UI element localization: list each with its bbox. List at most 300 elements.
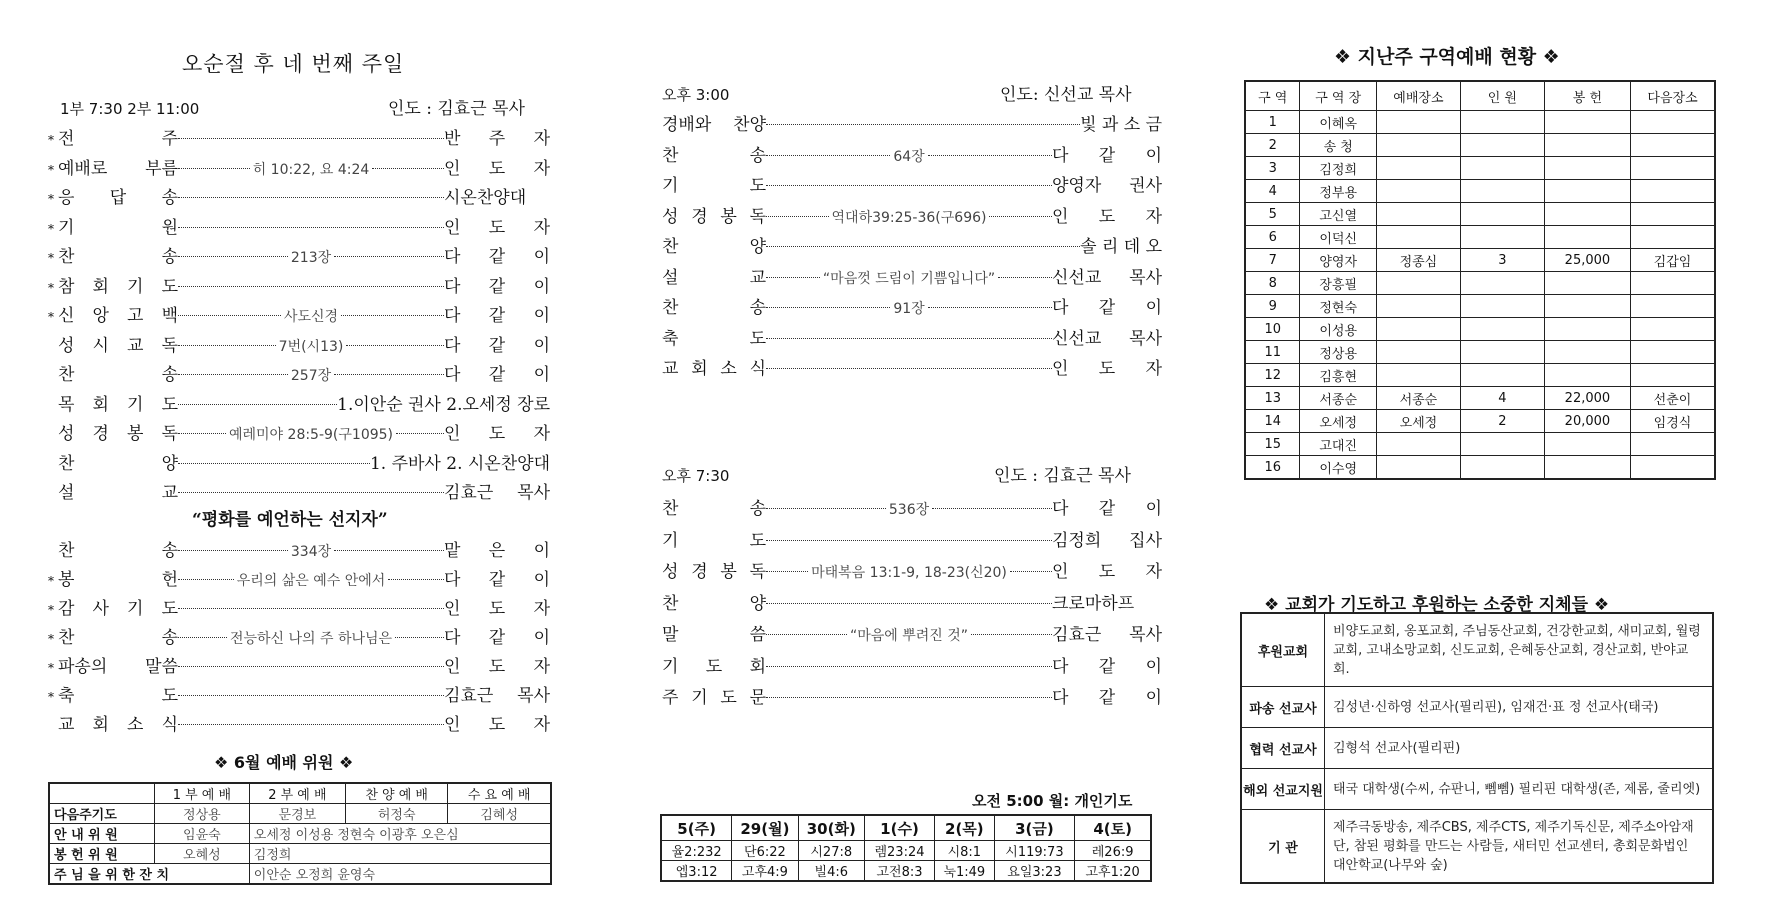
leader-dots <box>766 343 1052 344</box>
order-item-person: 시온찬양대 <box>444 188 527 208</box>
dot-leader <box>928 155 1052 156</box>
order-item <box>48 449 550 475</box>
order-item-name: 파송의 말씀 <box>58 657 178 677</box>
dot-leader <box>372 168 444 169</box>
district-cell: 1 <box>1245 111 1300 134</box>
district-row <box>1245 272 1715 295</box>
district-cell <box>1460 364 1544 387</box>
order-item-person: 다 같 이 <box>1052 298 1162 318</box>
order-item-person: 김정희 집사 <box>1052 530 1162 551</box>
leader-dots <box>178 541 444 561</box>
order-item <box>48 710 550 736</box>
order-item-person: 인 도 자 <box>444 657 550 677</box>
order-item <box>48 213 550 239</box>
district-cell: 14 <box>1245 410 1300 433</box>
order-item <box>48 272 550 298</box>
leader-dots <box>766 702 1052 703</box>
district-cell <box>1376 180 1460 203</box>
order-item-name: 찬 양 <box>662 593 766 614</box>
district-cell: 16 <box>1245 456 1300 480</box>
district-cell: 4 <box>1460 387 1544 410</box>
district-cell <box>1631 203 1715 226</box>
reading-verse: 레26:9 <box>1075 841 1151 861</box>
dot-leader <box>766 540 1052 541</box>
district-cell: 오세정 <box>1300 410 1376 433</box>
order-item-person: 인 도 자 <box>444 599 550 619</box>
order-item-name: 찬 송 <box>662 499 766 519</box>
service-times: 1부 7:30 2부 11:00 <box>60 100 200 118</box>
district-cell: 25,000 <box>1544 249 1630 272</box>
leader-dots <box>178 497 444 498</box>
dot-leader <box>178 579 234 580</box>
district-cell <box>1376 433 1460 456</box>
order-item <box>48 681 550 707</box>
order-item-person: 다 같 이 <box>444 365 550 385</box>
order-item-person: 맡 은 이 <box>444 541 550 561</box>
order-item-person: 다 같 이 <box>1052 656 1162 677</box>
order-item-name: 전 주 <box>58 129 178 149</box>
standing-mark: * <box>48 661 54 675</box>
order-item-name: 응 답 송 <box>58 188 178 208</box>
dot-leader <box>766 124 1080 125</box>
district-cell: 6 <box>1245 226 1300 249</box>
district-cell: 7 <box>1245 249 1300 272</box>
district-col-header: 인 원 <box>1460 81 1544 111</box>
order-item <box>662 110 1162 136</box>
order-item-person: 김효근 목사 <box>444 686 550 706</box>
district-cell <box>1460 318 1544 341</box>
district-row <box>1245 341 1715 364</box>
district-cell: 선춘이 <box>1631 387 1715 410</box>
district-col-header: 예배장소 <box>1376 81 1460 111</box>
dot-leader <box>178 197 444 198</box>
district-row <box>1245 157 1715 180</box>
order-item-person: 1.이안순 권사 2.오세정 장로 <box>337 394 550 415</box>
district-cell: 2 <box>1245 134 1300 157</box>
order-item-person: 크로마하프 <box>1052 593 1135 614</box>
dot-leader <box>178 404 337 405</box>
district-cell: 김정희 <box>1300 157 1376 180</box>
order-item <box>662 620 1162 646</box>
reading-verse: 단6:22 <box>732 841 798 861</box>
reading-day: 2(목) <box>935 815 995 841</box>
leader-dots <box>178 247 444 267</box>
dawn-prayer: 오전 5:00 월: 개인기도 <box>972 792 1133 810</box>
district-cell <box>1544 157 1630 180</box>
district-cell: 22,000 <box>1544 387 1630 410</box>
reading-verse: 렘23:24 <box>864 841 934 861</box>
order-item-person: 다 같 이 <box>444 247 550 267</box>
leader-dots <box>178 291 444 292</box>
district-cell <box>1544 318 1630 341</box>
order-item-detail: 91장 <box>890 298 927 318</box>
leader-dots <box>178 365 444 385</box>
support-value: 태국 대학생(수씨, 슈판니, 뻼뻼) 필리핀 대학생(존, 제롬, 줄리엣) <box>1325 769 1714 810</box>
order-item-person: 신선교 목사 <box>1052 267 1162 288</box>
reading-day: 3(금) <box>994 815 1075 841</box>
standing-mark: * <box>48 603 54 617</box>
order-item <box>48 565 550 591</box>
district-cell <box>1460 433 1544 456</box>
district-cell: 11 <box>1245 341 1300 364</box>
pm730-leader: 인도 : 김효근 목사 <box>994 466 1131 486</box>
district-cell <box>1631 456 1715 480</box>
order-item <box>662 589 1162 615</box>
order-item-person: 인 도 자 <box>444 158 550 179</box>
dot-leader <box>932 508 1052 509</box>
standing-mark: * <box>48 574 54 588</box>
dot-leader <box>178 138 444 139</box>
duty-cell: 정상용 <box>155 804 250 824</box>
duty-label: 안 내 위 원 <box>49 824 155 844</box>
district-cell: 이덕신 <box>1300 226 1376 249</box>
order-item-person: 다 같 이 <box>444 306 550 326</box>
leader-dots <box>178 424 444 444</box>
order-item-person: 인 도 자 <box>444 715 550 735</box>
standing-mark: * <box>48 310 54 324</box>
leader-dots <box>178 628 444 648</box>
dot-leader <box>766 216 829 217</box>
order-item-detail: 213장 <box>288 247 334 267</box>
district-cell: 이수영 <box>1300 456 1376 480</box>
district-cell: 4 <box>1245 180 1300 203</box>
dot-leader <box>766 571 808 572</box>
leader-dots <box>766 190 1052 191</box>
support-value: 비양도교회, 옹포교회, 주님동산교회, 건강한교회, 새미교회, 월령교회, 고내소망교회, 신도교회, 은혜동산교회, 경산교회, 반야교회. <box>1325 613 1714 687</box>
order-item-name: 기 도 회 <box>662 656 766 677</box>
dot-leader <box>178 463 370 464</box>
district-title: ❖ 지난주 구역예배 현황 ❖ <box>1334 46 1560 68</box>
order-item-person: 신선교 목사 <box>1052 328 1162 349</box>
order-item-person: 인 도 자 <box>1052 562 1162 582</box>
dot-leader <box>395 637 444 638</box>
order-item-name: 말 씀 <box>662 625 766 645</box>
district-cell <box>1376 318 1460 341</box>
leader-dots <box>178 143 444 144</box>
order-item-detail: 334장 <box>288 541 334 561</box>
district-cell <box>1631 364 1715 387</box>
dot-leader <box>998 277 1052 278</box>
district-cell <box>1631 341 1715 364</box>
district-cell <box>1631 157 1715 180</box>
district-cell: 5 <box>1245 203 1300 226</box>
order-item-name: 찬 송 <box>662 298 766 318</box>
support-key: 기 관 <box>1241 810 1325 884</box>
order-item-detail: 64장 <box>890 146 927 166</box>
duty-cell: 오세정 이성용 정현숙 이광후 오은심 <box>249 824 551 844</box>
district-cell: 김갑임 <box>1631 249 1715 272</box>
order-item-detail: 전능하신 나의 주 하나님은 <box>227 628 395 648</box>
dot-leader <box>388 579 444 580</box>
support-key: 파송 선교사 <box>1241 687 1325 728</box>
leader-dots <box>766 207 1052 227</box>
order-item-name: 주 기 도 문 <box>662 688 766 708</box>
district-cell <box>1631 318 1715 341</box>
order-item-name: 교 회 소 식 <box>662 359 766 379</box>
district-row <box>1245 433 1715 456</box>
district-cell: 고신열 <box>1300 203 1376 226</box>
dot-leader <box>334 374 444 375</box>
standing-mark: * <box>48 280 54 295</box>
dot-leader <box>178 374 288 375</box>
reading-verse: 빌4:6 <box>798 861 864 882</box>
district-cell <box>1376 134 1460 157</box>
district-cell: 9 <box>1245 295 1300 318</box>
district-cell: 20,000 <box>1544 410 1630 433</box>
order-item <box>48 536 550 562</box>
order-item-person: 다 같 이 <box>444 570 550 590</box>
order-item-person: 솔 리 데 오 <box>1080 237 1162 257</box>
dot-leader <box>341 315 444 316</box>
order-item <box>662 652 1162 678</box>
dot-leader <box>766 246 1080 247</box>
duty-cell: 김정희 <box>249 844 551 864</box>
order-item <box>48 301 550 327</box>
standing-mark: * <box>48 690 54 704</box>
district-cell <box>1544 433 1630 456</box>
reading-verse: 고후4:9 <box>732 861 798 882</box>
dot-leader <box>334 550 444 551</box>
support-table <box>1240 612 1714 884</box>
district-cell: 서종순 <box>1376 387 1460 410</box>
dot-leader <box>766 634 847 635</box>
duty-label: 봉 헌 위 원 <box>49 844 155 864</box>
leader-dots <box>178 613 444 614</box>
district-cell <box>1460 226 1544 249</box>
support-value: 김성년·신하영 선교사(필리핀), 임재건·표 정 선교사(태국) <box>1325 687 1714 728</box>
reading-verse: 율2:232 <box>661 841 732 861</box>
district-row <box>1245 134 1715 157</box>
order-item-person: 다 같 이 <box>1052 145 1162 166</box>
leader-dots <box>766 251 1080 252</box>
dot-leader <box>766 368 1052 369</box>
duty-cell: 이안순 오정희 윤영숙 <box>249 864 551 885</box>
order-item-name: 목 회 기 도 <box>58 394 178 415</box>
district-row <box>1245 226 1715 249</box>
order-item-person: 김효근 목사 <box>1052 625 1162 645</box>
order-item <box>48 331 550 357</box>
dot-leader <box>334 256 444 257</box>
leader-dots <box>178 570 444 590</box>
reading-day: 4(토) <box>1075 815 1151 841</box>
order-item-person: 인 도 자 <box>444 217 550 238</box>
reading-day: 30(화) <box>798 815 864 841</box>
dot-leader <box>1010 571 1052 572</box>
reading-day: 5(주) <box>661 815 732 841</box>
order-item-detail: “마음껏 드림이 기쁨입니다” <box>820 268 998 288</box>
dot-leader <box>766 666 1052 667</box>
district-row <box>1245 295 1715 318</box>
order-item <box>48 478 550 504</box>
district-cell: 고대진 <box>1300 433 1376 456</box>
district-cell <box>1544 203 1630 226</box>
leader-dots <box>178 671 444 672</box>
standing-mark: * <box>48 632 54 646</box>
district-cell: 15 <box>1245 433 1300 456</box>
order-item-person: 다 같 이 <box>1052 688 1162 708</box>
order-item <box>662 141 1162 167</box>
duty-head: 수 요 예 배 <box>448 783 551 804</box>
standing-mark: * <box>48 162 54 177</box>
reading-day: 29(월) <box>732 815 798 841</box>
order-item-detail: 마태복음 13:1-9, 18-23(신20) <box>808 562 1010 582</box>
district-cell <box>1631 433 1715 456</box>
dot-leader <box>178 315 281 316</box>
standing-mark: * <box>48 251 54 265</box>
order-item-name: 찬 송 <box>58 365 178 385</box>
support-key: 협력 선교사 <box>1241 728 1325 769</box>
order-item-name: 찬 송 <box>662 145 766 166</box>
dot-leader <box>766 338 1052 339</box>
order-item-person: 인 도 자 <box>1052 206 1162 227</box>
district-cell <box>1376 341 1460 364</box>
dot-leader <box>178 608 444 609</box>
leader-dots <box>766 298 1052 318</box>
district-cell <box>1631 226 1715 249</box>
district-row <box>1245 249 1715 272</box>
reading-verse: 요일3:23 <box>994 861 1075 882</box>
reading-verse: 고후1:20 <box>1075 861 1151 882</box>
district-cell: 이성용 <box>1300 318 1376 341</box>
bible-reading-table <box>660 814 1152 882</box>
dot-leader <box>989 216 1052 217</box>
duty-cell: 허정숙 <box>345 804 447 824</box>
district-col-header: 봉 헌 <box>1544 81 1630 111</box>
order-item <box>662 232 1162 258</box>
order-item-detail: “마음에 뿌려진 것” <box>847 625 971 645</box>
district-row <box>1245 456 1715 480</box>
reading-verse: 시8:1 <box>935 841 995 861</box>
district-cell: 양영자 <box>1300 249 1376 272</box>
order-item-person: 다 같 이 <box>1052 499 1162 519</box>
order-item <box>48 242 550 268</box>
order-item-name: 감 사 기 도 <box>58 599 178 619</box>
leader-dots <box>178 468 370 469</box>
order-item-name: 봉 헌 <box>58 570 178 590</box>
district-cell <box>1376 272 1460 295</box>
order-item <box>48 652 550 678</box>
district-cell: 3 <box>1460 249 1544 272</box>
duty-cell: 문경보 <box>249 804 345 824</box>
dot-leader <box>766 185 1052 186</box>
order-item-detail: 257장 <box>288 365 334 385</box>
order-item <box>48 360 550 386</box>
order-item-name: 신 앙 고 백 <box>58 306 178 326</box>
support-key: 해외 선교지원 <box>1241 769 1325 810</box>
district-cell <box>1631 134 1715 157</box>
pm730-time: 오후 7:30 <box>662 467 730 485</box>
dot-leader <box>766 697 1052 698</box>
order-item <box>48 594 550 620</box>
district-cell <box>1544 295 1630 318</box>
service-leader: 인도 : 김효근 목사 <box>388 99 525 119</box>
support-value: 김형석 선교사(필리핀) <box>1325 728 1714 769</box>
dot-leader <box>396 433 444 434</box>
duty-title: ❖ 6월 예배 위원 ❖ <box>214 753 354 772</box>
order-item <box>662 202 1162 228</box>
district-cell <box>1376 295 1460 318</box>
order-item-name: 기 원 <box>58 217 178 238</box>
reading-day: 1(수) <box>864 815 934 841</box>
order-item-name: 찬 송 <box>58 541 178 561</box>
district-cell <box>1460 272 1544 295</box>
order-item-name: 찬 양 <box>58 453 178 474</box>
dot-leader <box>971 634 1052 635</box>
reading-verse: 시119:73 <box>994 841 1075 861</box>
district-cell <box>1631 111 1715 134</box>
order-item-name: 기 도 <box>662 530 766 551</box>
pm3-time: 오후 3:00 <box>662 86 730 104</box>
district-cell <box>1544 226 1630 249</box>
district-cell: 장흥필 <box>1300 272 1376 295</box>
district-table <box>1244 80 1716 480</box>
duty-corner <box>49 783 155 804</box>
order-item <box>48 623 550 649</box>
standing-mark: * <box>48 221 54 236</box>
standing-mark: * <box>48 133 54 147</box>
district-cell <box>1544 456 1630 480</box>
district-cell <box>1460 134 1544 157</box>
order-item-detail: 히 10:22, 요 4:24 <box>250 159 373 179</box>
dot-leader <box>178 345 276 346</box>
reading-verse: 엡3:12 <box>661 861 732 882</box>
order-item-name: 참 회 기 도 <box>58 276 178 297</box>
district-cell <box>1631 272 1715 295</box>
dot-leader <box>178 256 288 257</box>
leader-dots <box>766 545 1052 546</box>
duty-head: 1 부 예 배 <box>155 783 250 804</box>
order-item-person: 1. 주바사 2. 시온찬양대 <box>369 453 550 474</box>
district-cell: 정현숙 <box>1300 295 1376 318</box>
order-item-name: 설 교 <box>58 483 178 503</box>
leader-dots <box>766 268 1052 288</box>
leader-dots <box>766 625 1052 645</box>
order-item-name: 성 경 봉 독 <box>662 206 766 227</box>
duty-cell: 김혜성 <box>448 804 551 824</box>
order-item-person: 인 도 자 <box>1052 359 1162 379</box>
support-key: 후원교회 <box>1241 613 1325 687</box>
district-cell <box>1376 157 1460 180</box>
district-cell <box>1460 111 1544 134</box>
district-cell <box>1460 341 1544 364</box>
order-item-person: 양영자 권사 <box>1052 176 1162 196</box>
district-cell <box>1544 364 1630 387</box>
order-item-name: 예배로 부름 <box>58 158 178 179</box>
dot-leader <box>766 277 820 278</box>
district-col-header: 다음장소 <box>1631 81 1715 111</box>
leader-dots <box>766 671 1052 672</box>
leader-dots <box>766 129 1080 130</box>
order-item-person: 다 같 이 <box>444 335 550 356</box>
district-cell <box>1376 456 1460 480</box>
order-item-name: 축 도 <box>662 328 766 349</box>
order-item-detail: 536장 <box>886 499 932 519</box>
district-row <box>1245 203 1715 226</box>
standing-mark: * <box>48 192 54 206</box>
district-cell: 서종순 <box>1300 387 1376 410</box>
district-cell: 오세정 <box>1376 410 1460 433</box>
district-row <box>1245 111 1715 134</box>
order-item <box>662 494 1162 520</box>
leader-dots <box>178 729 444 730</box>
leader-dots <box>178 336 444 356</box>
page-title: 오순절 후 네 번째 주일 <box>182 52 405 76</box>
order-item-name: 성 경 봉 독 <box>662 562 766 582</box>
district-cell <box>1460 203 1544 226</box>
order-item-name: 교 회 소 식 <box>58 715 178 735</box>
order-item-detail: 역대하39:25-36(구696) <box>829 207 990 227</box>
duty-table <box>48 782 552 885</box>
